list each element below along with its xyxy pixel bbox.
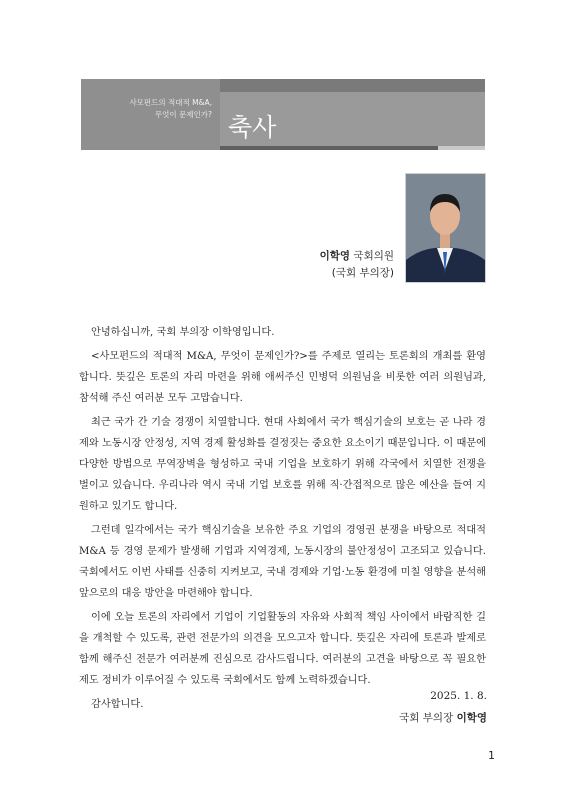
speaker-title: 국회의원 [353, 250, 394, 262]
series-title-line2: 무엇이 문제인가? [154, 110, 212, 119]
paragraph-thanks: 감사합니다. [91, 699, 144, 710]
speaker-name: 이학영 [319, 250, 351, 262]
speaker-portrait [405, 173, 486, 283]
signature-name: 이학영 [456, 712, 487, 724]
paragraph-context: 최근 국가 간 기술 경쟁이 치열합니다. 현대 사회에서 국가 핵심기술의 보호는 곧 나라 경제와 노동시장 안정성, 지역 경제 활성화를 결정짓는 중요한 요소이기 때문입니다. 이 때문에 다양한 방법으로 무역장벽을 형성하고 국내 기업을 보호하기 위해 각국에서 치열한 전쟁을 벌이고 있습니다. 우리나라 역시 국내 기업 보호를 위해 직·간접적으로 많은 예산을 들여 지원하고 있기도 합니다. [79, 417, 486, 512]
page-title: 축사 [228, 113, 277, 142]
series-title-line1: 사모펀드의 적대적 M&A, [129, 98, 212, 107]
speaker-name-line [320, 248, 394, 263]
header-underline-accent [438, 146, 485, 150]
page-number: 1 [488, 749, 495, 762]
speech-body [79, 322, 486, 718]
paragraph-issue: 그런데 일각에서는 국가 핵심기술을 보유한 주요 기업의 경영권 분쟁을 바탕으로 적대적 M&A 등 경영 문제가 발생해 기업과 지역경제, 노동시장의 불안정성이 고조되고 있습니다. 국회에서도 이번 사태를 신중히 지켜보고, 국내 경제와 기업·노동 환경에 미칠 영향을 분석해 앞으로의 대응 방안을 마련해야 합니다. [79, 525, 486, 599]
speaker-role: (국회 부의장) [331, 267, 394, 279]
header-stripe [220, 79, 485, 92]
closing-signature [399, 710, 487, 725]
signature-title: 국회 부의장 [399, 712, 454, 724]
paragraph-purpose: 이에 오늘 토론의 자리에서 기업이 기업활동의 자유와 사회적 책임 사이에서 바람직한 길을 개척할 수 있도록, 관련 전문가의 의견을 모으고자 합니다. 뜻깊은 자리에 토론과 발제로 함께 해주신 전문가 여러분께 진심으로 감사드립니다. 여러분의 고견을 바탕으로 꼭 필요한 제도 정비가 이루어질 수 있도록 국회에서도 함께 노력하겠습니다. [79, 612, 486, 686]
closing-date: 2025. 1. 8. [430, 690, 487, 702]
paragraph-welcome: <사모펀드의 적대적 M&A, 무엇이 문제인가?>를 주제로 열리는 토론회의 개최를 환영합니다. 뜻깊은 토론의 자리 마련을 위해 애써주신 민병덕 의원님을 비롯한 여러 의원님과, 참석해 주신 여러분 모두 고맙습니다. [79, 351, 486, 404]
paragraph-greeting: 안녕하십니까, 국회 부의장 이학영입니다. [91, 327, 275, 338]
header-title-box [220, 79, 485, 150]
portrait-image [406, 174, 485, 282]
header-series [81, 79, 220, 150]
